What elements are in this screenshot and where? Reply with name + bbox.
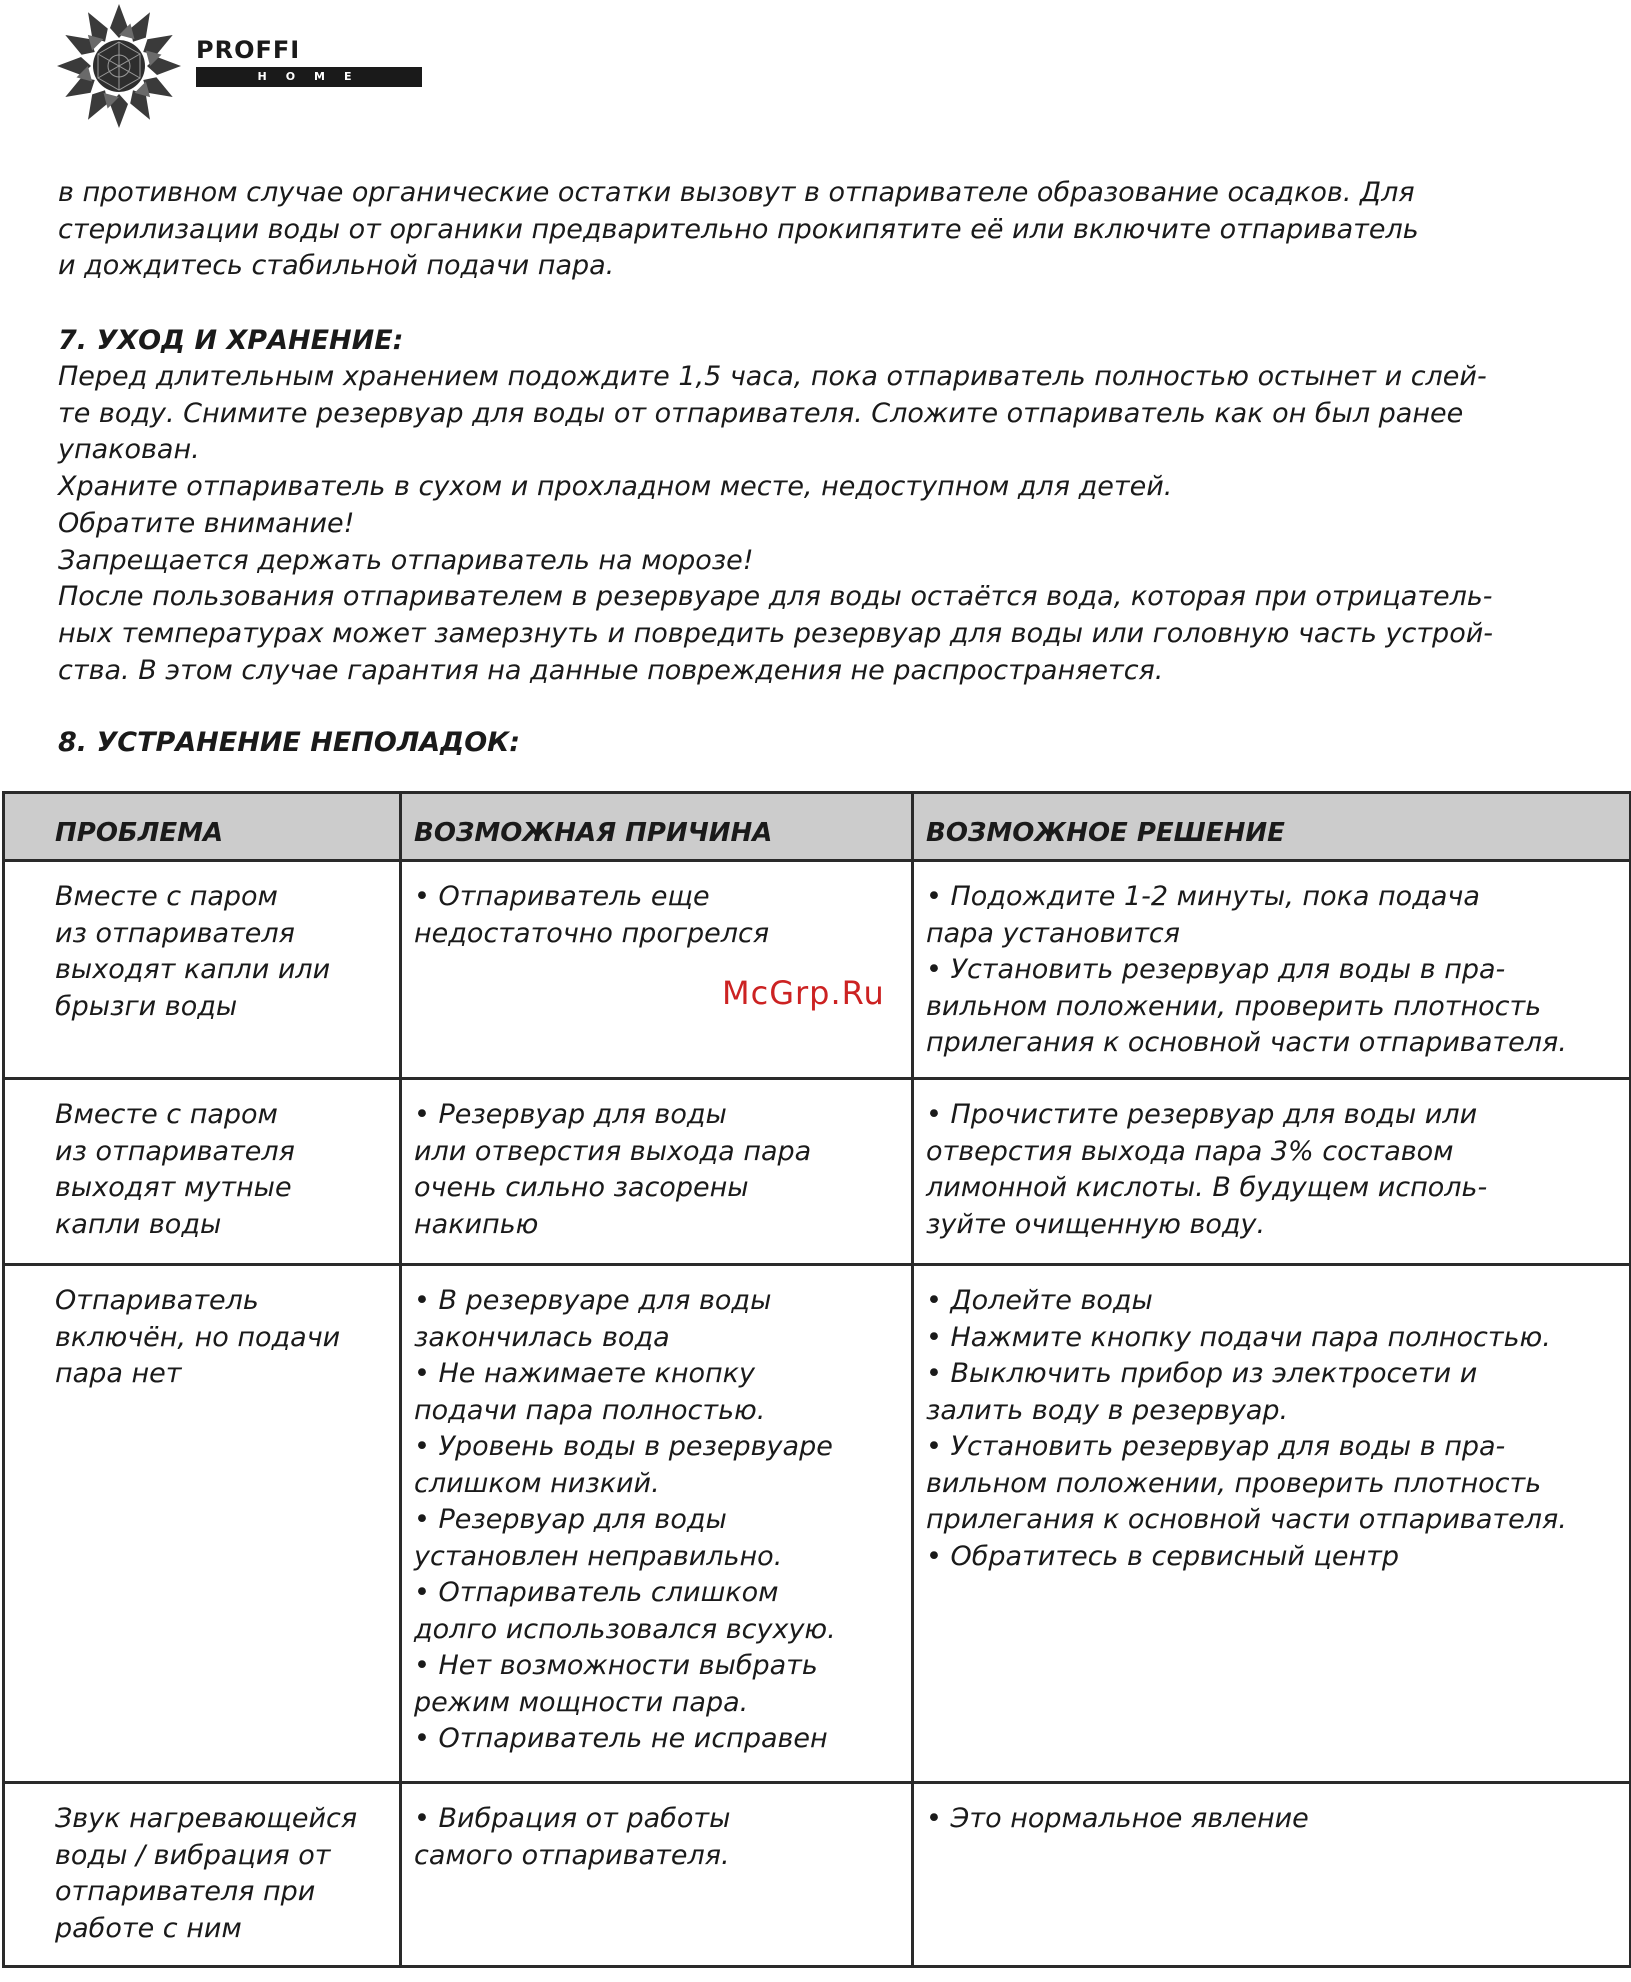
problem-cell	[4, 1265, 401, 1783]
troubleshooting-table	[2, 791, 1631, 1968]
cell-line: • Выключить прибор из электросети и	[926, 1358, 1478, 1389]
intro-line: стерилизации воды от органики предварительно прокипятите её или включите отпариватель	[58, 213, 1419, 245]
cell-line: • Отпариватель не исправен	[414, 1723, 828, 1754]
cell-line: • Не нажимаете кнопку	[414, 1358, 755, 1389]
cell-line: • Долейте воды	[926, 1285, 1153, 1316]
cell-line: из отпаривателя	[55, 1135, 295, 1167]
brand-logo	[55, 2, 375, 130]
section-7-line: Перед длительным хранением подождите 1,5 часа, пока отпариватель полностью остынет и слей-	[58, 361, 1487, 392]
cell-line: • Подождите 1-2 минуты, пока подача	[926, 881, 1480, 912]
cell-line: • Нет возможности выбрать	[414, 1650, 818, 1681]
section-7-line: ных температурах может замерзнуть и повредить резервуар для воды или головную часть устрой-	[58, 617, 1494, 649]
cell-line: долго использовался всухую.	[414, 1613, 836, 1645]
cell-line: выходят мутные	[55, 1172, 292, 1203]
section-7-line: Запрещается держать отпариватель на морозе!	[58, 544, 754, 576]
cell-line: слишком низкий.	[414, 1467, 660, 1499]
cell-line: выходят капли или	[55, 954, 331, 985]
cause-cell	[401, 1079, 913, 1265]
cell-line: прилегания к основной части отпаривателя.	[926, 1027, 1567, 1058]
cell-line: включён, но подачи	[55, 1321, 341, 1353]
cell-line: отпаривателя при	[55, 1876, 316, 1907]
brand-name: PROFFI	[196, 36, 301, 64]
solution-cell	[913, 1079, 1631, 1265]
cell-line: зуйте очищенную воду.	[926, 1208, 1266, 1240]
cell-line: установлен неправильно.	[414, 1540, 783, 1572]
cell-line: Отпариватель	[55, 1285, 259, 1316]
cell-line: самого отпаривателя.	[414, 1839, 730, 1871]
cell-line: • Резервуар для воды	[414, 1099, 727, 1130]
solution-cell	[913, 1783, 1631, 1967]
cell-line: • Вибрация от работы	[414, 1803, 731, 1834]
cell-line: Вместе с паром	[55, 881, 278, 912]
cell-line: вильном положении, проверить плотность	[926, 990, 1542, 1022]
cause-cell	[401, 1265, 913, 1783]
cell-line: Вместе с паром	[55, 1099, 278, 1130]
cell-line: или отверстия выхода пара	[414, 1135, 812, 1167]
cell-line: • Отпариватель еще	[414, 881, 710, 912]
problem-cell	[4, 1079, 401, 1265]
header-cause: ВОЗМОЖНАЯ ПРИЧИНА	[401, 793, 913, 861]
cause-cell	[401, 1783, 913, 1967]
solution-cell	[913, 861, 1631, 1079]
cell-line: лимонной кислоты. В будущем исполь-	[926, 1172, 1488, 1203]
section-7-body	[58, 359, 1598, 689]
table-header-row	[4, 793, 1631, 861]
cell-line: отверстия выхода пара 3% составом	[926, 1135, 1454, 1167]
cell-line: воды / вибрация от	[55, 1839, 331, 1871]
cell-line: пара нет	[55, 1358, 182, 1389]
cell-line: залить воду в резервуар.	[926, 1394, 1289, 1426]
watermark-text: McGrp.Ru	[722, 974, 885, 1012]
cell-line: пара установится	[926, 917, 1181, 949]
section-7-heading: 7. УХОД И ХРАНЕНИЕ:	[58, 325, 404, 356]
cell-line: накипью	[414, 1208, 539, 1240]
cell-line: • Установить резервуар для воды в пра-	[926, 1431, 1506, 1462]
cell-line: прилегания к основной части отпаривателя.	[926, 1504, 1567, 1535]
table-row	[4, 1265, 1631, 1783]
intro-line: и дождитесь стабильной подачи пара.	[58, 250, 615, 282]
intro-paragraph	[58, 175, 1598, 285]
cell-line: очень сильно засорены	[414, 1172, 749, 1203]
cell-line: режим мощности пара.	[414, 1686, 749, 1718]
cell-line: • Резервуар для воды	[414, 1504, 727, 1535]
cell-line: закончилась вода	[414, 1321, 670, 1353]
section-7-line: Храните отпариватель в сухом и прохладном месте, недоступном для детей.	[58, 471, 1173, 503]
cell-line: • Прочистите резервуар для воды или	[926, 1099, 1478, 1130]
cell-line: подачи пара полностью.	[414, 1394, 766, 1426]
section-7-line: Обратите внимание!	[58, 507, 355, 539]
section-8-heading: 8. УСТРАНЕНИЕ НЕПОЛАДОК:	[58, 727, 521, 758]
table-row	[4, 1783, 1631, 1967]
problem-cell	[4, 1783, 401, 1967]
cell-line: Звук нагревающейся	[55, 1803, 358, 1834]
cell-line: брызги воды	[55, 990, 238, 1022]
problem-cell	[4, 861, 401, 1079]
cell-line: недостаточно прогрелся	[414, 917, 770, 949]
cell-line: • Нажмите кнопку подачи пара полностью.	[926, 1321, 1551, 1353]
table-row	[4, 861, 1631, 1079]
cause-cell	[401, 861, 913, 1079]
cell-line: • Уровень воды в резервуаре	[414, 1431, 833, 1462]
solution-cell	[913, 1265, 1631, 1783]
cell-line: • В резервуаре для воды	[414, 1285, 772, 1316]
sunflower-logo-icon	[55, 2, 183, 130]
brand-subtitle: HOME	[196, 67, 422, 87]
cell-line: из отпаривателя	[55, 917, 295, 949]
section-7-line: те воду. Снимите резервуар для воды от отпаривателя. Сложите отпариватель как он был ранее	[58, 397, 1464, 429]
header-problem: ПРОБЛЕМА	[4, 793, 401, 861]
cell-line: работе с ним	[55, 1912, 242, 1944]
cell-line: • Это нормальное явление	[926, 1803, 1309, 1834]
cell-line: вильном положении, проверить плотность	[926, 1467, 1542, 1499]
section-7-line: ства. В этом случае гарантия на данные повреждения не распространяется.	[58, 654, 1164, 686]
header-solution: ВОЗМОЖНОЕ РЕШЕНИЕ	[913, 793, 1631, 861]
cell-line: • Установить резервуар для воды в пра-	[926, 954, 1506, 985]
section-7-line: упакован.	[58, 434, 200, 466]
cell-line: • Обратитесь в сервисный центр	[926, 1540, 1400, 1572]
cell-line: капли воды	[55, 1208, 222, 1240]
section-7-line: После пользования отпаривателем в резервуаре для воды остаётся вода, которая при отрицатель-	[58, 581, 1493, 613]
intro-line: в противном случае органические остатки вызовут в отпаривателе образование осадков. Для	[58, 177, 1415, 208]
cell-line: • Отпариватель слишком	[414, 1577, 779, 1608]
table-row	[4, 1079, 1631, 1265]
